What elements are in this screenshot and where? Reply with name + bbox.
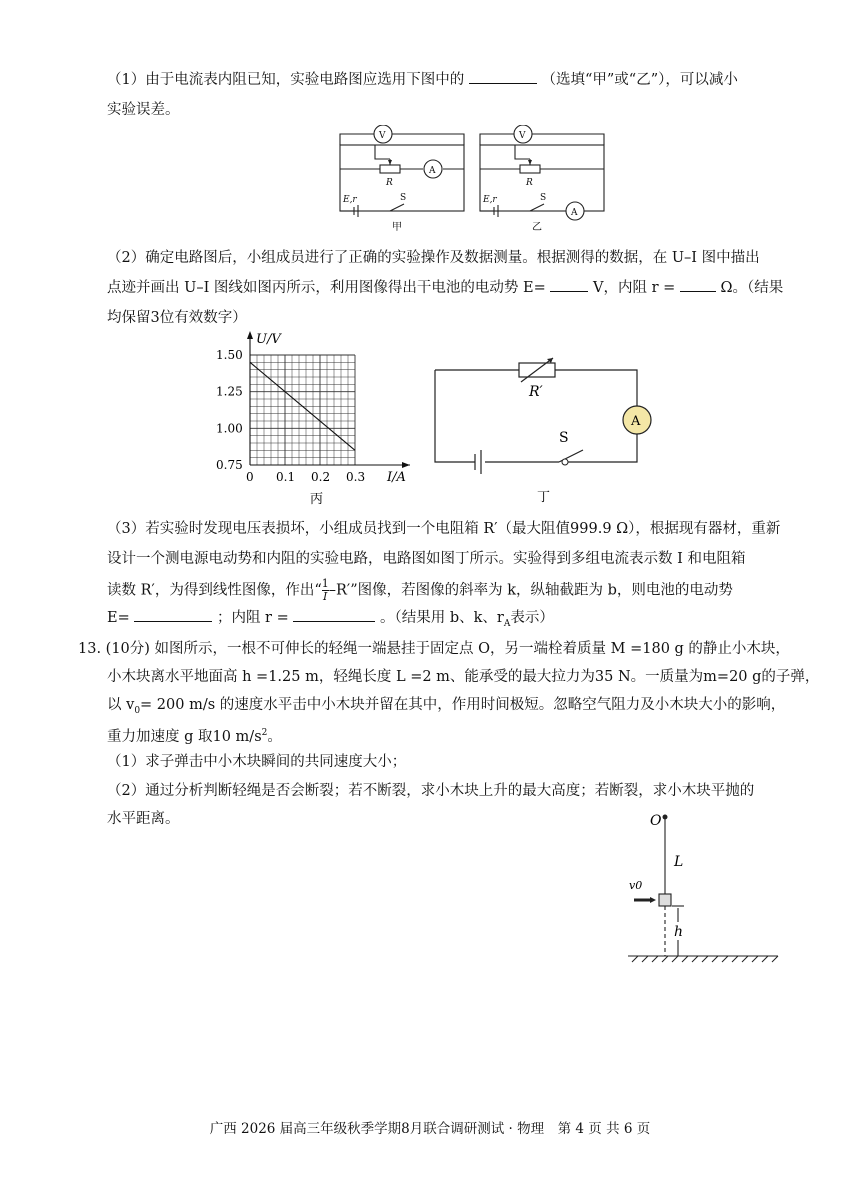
q12-p1-line1: （1）由于电流表内阻已知，实验电路图应选用下图中的 （选填“甲”或“乙”），可以减小: [107, 69, 738, 91]
svg-text:V: V: [379, 131, 386, 141]
y-tick-label: 1.00: [216, 421, 243, 436]
svg-text:S: S: [540, 193, 547, 203]
svg-text:E,r: E,r: [483, 195, 497, 205]
chart-axes: [247, 331, 410, 485]
q12-p1-line2: 实验误差。: [107, 102, 180, 118]
svg-text:V: V: [519, 131, 526, 141]
svg-text:丁: 丁: [537, 490, 551, 505]
x-axis-arrow: [402, 462, 410, 468]
chart-title-bing: 丙: [310, 492, 324, 507]
chart-grid: [250, 355, 355, 465]
q13-line1: 13. (10分) 如图所示，一根不可伸长的轻绳一端悬挂于固定点 O，另一端栓着质量 M =180 g 的静止小木块，: [78, 641, 790, 657]
y-tick-label: 1.50: [216, 348, 243, 362]
q12-p2-line3: 均保留3位有效数字）: [107, 310, 247, 326]
chart-ticks: [216, 348, 365, 484]
svg-text:E,r: E,r: [343, 195, 357, 205]
q12-p3-line3: 读数 R′，为得到线性图像，作出“ $\frac{1}{I}$ –R′”图像，若图像的斜率为 k，纵轴截距为 b，则电池的电动势: [107, 577, 733, 603]
x-tick-label: 0.1: [276, 470, 296, 484]
q13-line3: 以 $v_0= 200$ m/s 的速度水平击中小木块并留在其中，作用时间极短。忽略空气阻力及小木块大小的影响，: [107, 697, 786, 716]
y-axis-label: U/V: [256, 332, 281, 347]
q13-sub2: （2）通过分析判断轻绳是否会断裂；若不断裂，求小木块上升的最大高度；若断裂，求小木块平抛的: [107, 783, 755, 799]
svg-text:S: S: [559, 430, 569, 446]
q13-line2: 小木块离水平地面高 h =1.25 m，轻绳长度 L =2 m、能承受的最大拉力为35 N。一质量为m=20 g的子弹，: [107, 669, 820, 685]
x-tick-label: 0.2: [311, 470, 331, 484]
q13-sub1: （1）求子弹击中小木块瞬间的共同速度大小；: [107, 754, 407, 770]
svg-text:R: R: [526, 178, 533, 188]
x-tick-label: 0: [246, 470, 254, 484]
svg-text:O: O: [650, 813, 662, 829]
svg-text:甲: 甲: [392, 222, 402, 233]
q12-p3-line1: （3）若实验时发现电压表损坏，小组成员找到一个电阻箱 R′（最大阻值999.9 Ω），根据现有器材，重新: [107, 521, 781, 537]
page-footer: 广西 2026 届高三年级秋季学期8月联合调研测试 · 物理 第 4 页 共 6 页: [209, 1121, 651, 1137]
ui-graph: [205, 325, 420, 510]
answer-blank-E[interactable]: [550, 277, 588, 292]
fraction-1-over-I: $\frac{1}{I}$: [321, 577, 329, 603]
x-axis-label: I/A: [387, 470, 406, 485]
q13-sub2-cont: 水平距离。: [107, 811, 180, 827]
svg-text:R′: R′: [529, 384, 543, 400]
y-tick-label: 0.75: [216, 458, 243, 472]
answer-blank-1[interactable]: [469, 69, 537, 84]
answer-blank-r[interactable]: [680, 277, 716, 292]
answer-blank-E2[interactable]: [134, 607, 212, 622]
circuit-jia-yi: [330, 125, 620, 235]
q13-line4: 重力加速度 g 取10 $m/s^2$。: [107, 728, 282, 745]
q12-p3-line4: E= ；内阻 r = 。（结果用 b、k、$r_A$表示）: [107, 607, 554, 635]
svg-text:A: A: [429, 166, 436, 176]
svg-text:S: S: [400, 193, 407, 203]
y-tick-label: 1.25: [216, 384, 243, 399]
x-tick-label: 0.3: [346, 470, 366, 484]
svg-text:h: h: [674, 924, 684, 940]
svg-text:A: A: [571, 208, 578, 218]
q12-p3-line2: 设计一个测电源电动势和内阻的实验电路，电路图如图丁所示。实验得到多组电流表示数 I 和电阻箱: [107, 551, 746, 567]
svg-text:A: A: [631, 414, 641, 429]
answer-blank-r2[interactable]: [293, 607, 375, 622]
q12-p2-line2: 点迹并画出 U–I 图线如图丙所示，利用图像得出干电池的电动势 E= V，内阻 r = Ω。（结果: [107, 277, 783, 299]
svg-text:R: R: [386, 178, 393, 188]
svg-text:v0: v0: [629, 879, 643, 892]
pendulum-figure: [620, 810, 785, 970]
q12-p2-line1: （2）确定电路图后，小组成员进行了正确的实验操作及数据测量。根据测得的数据，在 U–I 图中描出: [107, 250, 760, 266]
circuit-ding: [425, 350, 655, 505]
svg-text:L: L: [674, 854, 684, 870]
svg-text:乙: 乙: [532, 222, 542, 233]
y-axis-arrow: [247, 331, 253, 339]
